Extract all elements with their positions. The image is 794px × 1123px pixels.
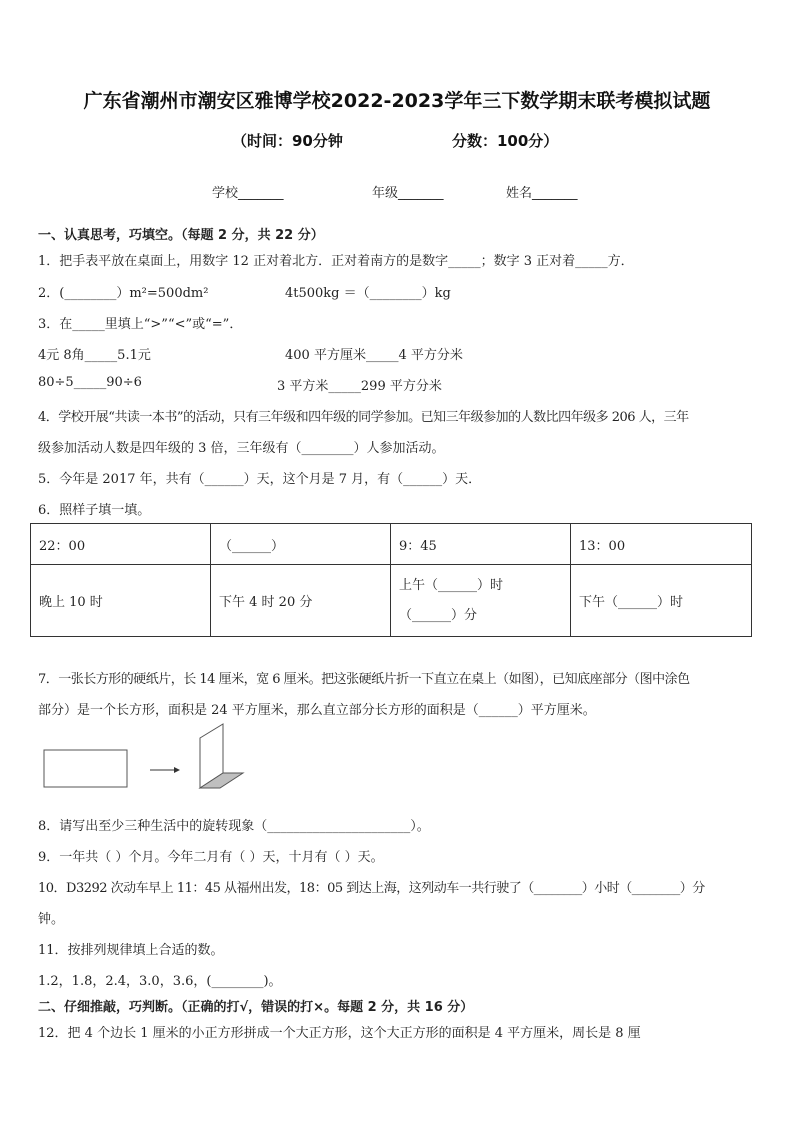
table-cell: 下午 4 时 20 分 bbox=[211, 565, 391, 637]
question-11: 11．按排列规律填上合适的数。 bbox=[38, 943, 224, 958]
question-10-line-1: 10．D3292 次动车早上 11：45 从福州出发，18：05 到达上海，这列动车一共行驶了（________）小时（________）分 bbox=[38, 881, 705, 896]
table-cell: 9：45 bbox=[391, 524, 571, 565]
question-4-line-1: 4．学校开展“共读一本书”的活动，只有三年级和四年级的同学参加。已知三年级参加的人数比四年级多 206 人，三年 bbox=[38, 410, 689, 425]
question-9: 9．一年共（ ）个月。今年二月有（ ）天，十月有（ ）天。 bbox=[38, 850, 384, 865]
question-8: 8．请写出至少三种生活中的旋转现象（______________________）。 bbox=[38, 819, 430, 834]
question-2-part-b: 4t500kg ＝（________）kg bbox=[285, 286, 451, 301]
question-3-item-a: 4元 8角_____5.1元 bbox=[38, 348, 151, 363]
section-2-heading: 二、仔细推敲，巧判断。（正确的打√，错误的打×。每题 2 分，共 16 分） bbox=[38, 1000, 474, 1015]
arrow-head-icon bbox=[174, 767, 180, 773]
folded-card-figure bbox=[40, 722, 250, 802]
question-4-line-2: 级参加活动人数是四年级的 3 倍，三年级有（________）人参加活动。 bbox=[38, 441, 445, 456]
question-12: 12．把 4 个边长 1 厘米的小正方形拼成一个大正方形，这个大正方形的面积是 4 平方厘米，周长是 8 厘 bbox=[38, 1026, 641, 1041]
table-cell: 22：00 bbox=[31, 524, 211, 565]
flat-card-rectangle bbox=[44, 750, 127, 787]
school-field: 学校_______ bbox=[212, 186, 284, 201]
table-cell: 下午（______）时 bbox=[571, 565, 752, 637]
question-3: 3．在_____里填上“>”“<”或“=”． bbox=[38, 317, 243, 332]
table-cell-line: （______）分 bbox=[399, 607, 478, 623]
question-6: 6．照样子填一填。 bbox=[38, 503, 151, 518]
shaded-base-part bbox=[200, 773, 243, 788]
question-3-item-b: 400 平方厘米_____4 平方分米 bbox=[285, 348, 463, 363]
exam-score: 分数：100分） bbox=[452, 132, 559, 150]
page-title: 广东省潮州市潮安区雅博学校2022-2023学年三下数学期末联考模拟试题 bbox=[83, 90, 711, 112]
question-1: 1．把手表平放在桌面上，用数字 12 正对着北方．正对着南方的是数字_____；数字 3 正对着_____方． bbox=[38, 254, 634, 269]
question-10-line-2: 钟。 bbox=[38, 912, 65, 927]
name-field: 姓名_______ bbox=[506, 186, 578, 201]
section-1-heading: 一、认真思考，巧填空。（每题 2 分，共 22 分） bbox=[38, 228, 324, 243]
table-cell-line: 上午（______）时 bbox=[399, 577, 504, 593]
question-11-sequence: 1.2，1.8，2.4，3.0，3.6，(________)。 bbox=[38, 974, 282, 989]
question-2-part-a: 2．(________）m²=500dm² bbox=[38, 286, 209, 301]
table-cell: （______） bbox=[211, 524, 391, 565]
question-7-line-1: 7．一张长方形的硬纸片，长 14 厘米，宽 6 厘米。把这张硬纸片折一下直立在桌上（如图），已知底座部分（图中涂色 bbox=[38, 672, 690, 687]
question-3-item-c: 80÷5_____90÷6 bbox=[38, 375, 142, 390]
exam-time: （时间：90分钟 bbox=[232, 132, 343, 150]
time-conversion-table bbox=[30, 523, 752, 637]
table-cell bbox=[391, 565, 571, 637]
question-7-line-2: 部分）是一个长方形，面积是 24 平方厘米，那么直立部分长方形的面积是（______）平方厘米。 bbox=[38, 703, 596, 718]
table-cell: 13：00 bbox=[571, 524, 752, 565]
table-cell: 晚上 10 时 bbox=[31, 565, 211, 637]
question-5: 5．今年是 2017 年，共有（______）天，这个月是 7 月，有（______）天． bbox=[38, 472, 482, 487]
question-3-item-d: 3 平方米_____299 平方分米 bbox=[277, 379, 442, 394]
grade-field: 年级_______ bbox=[372, 186, 444, 201]
